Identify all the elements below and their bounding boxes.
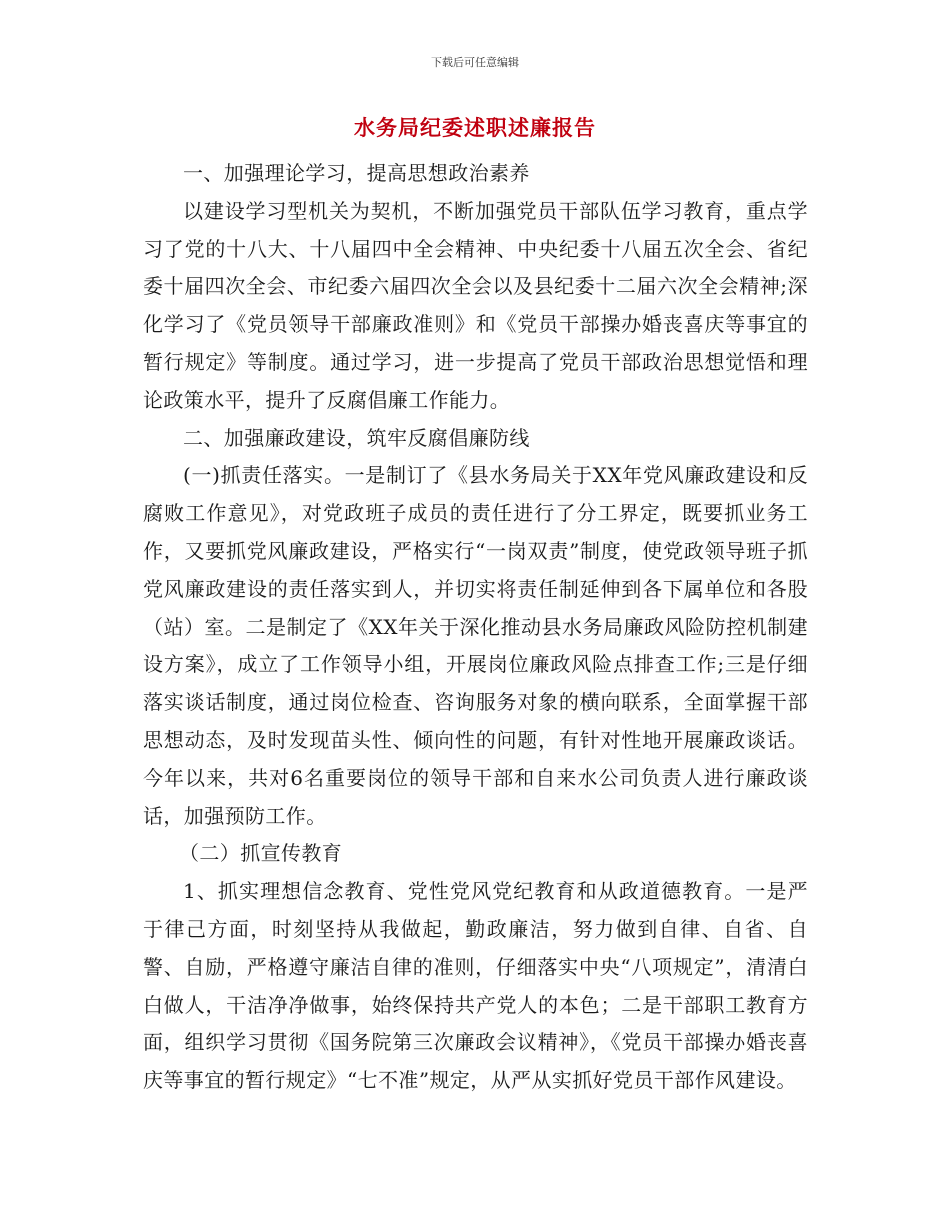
document-body: [143, 155, 808, 1100]
paragraph-theory-study: 以建设学习型机关为契机，不断加强党员干部队伍学习教育，重点学习了党的十八大、十八届四中全会精神、中央纪委十八届五次全会、省纪委十届四次全会、市纪委六届四次全会以及县纪委十二届六次全会精神;深化学习了《党员领导干部廉政准则》和《党员干部操办婚丧喜庆等事宜的暂行规定》等制度。通过学习，进一步提高了党员干部政治思想觉悟和理论政策水平，提升了反腐倡廉工作能力。: [143, 198, 808, 412]
section-heading-2: 二、加强廉政建设，筑牢反腐倡廉防线: [183, 425, 530, 450]
document-title: 水务局纪委述职述廉报告: [354, 116, 596, 140]
paragraph-education: 1、抓实理想信念教育、党性党风党纪教育和从政道德教育。一是严于律己方面，时刻坚持从我做起，勤政廉洁，努力做到自律、自省、自警、自励，严格遵守廉洁自律的准则，仔细落实中央“八项规定”，清清白白做人，干洁净净做事，始终保持共产党人的本色；二是干部职工教育方面，组织学习贯彻《国务院第三次廉政会议精神》，《党员干部操办婚丧喜庆等事宜的暂行规定》“七不准”规定，从严从实抓好党员干部作风建设。: [143, 879, 808, 1093]
subsection-heading-publicity: （二）抓宣传教育: [179, 841, 343, 866]
page-header-note: 下载后可任意编辑: [431, 56, 519, 69]
section-heading-1: 一、加强理论学习，提高思想政治素养: [183, 161, 530, 185]
paragraph-responsibility: (一)抓责任落实。一是制订了《县水务局关于XX年党风廉政建设和反腐败工作意见》，对党政班子成员的责任进行了分工界定，既要抓业务工作，又要抓党风廉政建设，严格实行“一岗双责”制度，使党政领导班子抓党风廉政建设的责任落实到人，并切实将责任制延伸到各下属单位和各股（站）室。二是制定了《XX年关于深化推动县水务局廉政风险防控机制建设方案》，成立了工作领导小组，开展岗位廉政风险点排查工作;三是仔细落实谈话制度，通过岗位检查、咨询服务对象的横向联系，全面掌握干部思想动态，及时发现苗头性、倾向性的问题，有针对性地开展廉政谈话。今年以来，共对6名重要岗位的领导干部和自来水公司负责人进行廉政谈话，加强预防工作。: [143, 463, 808, 828]
